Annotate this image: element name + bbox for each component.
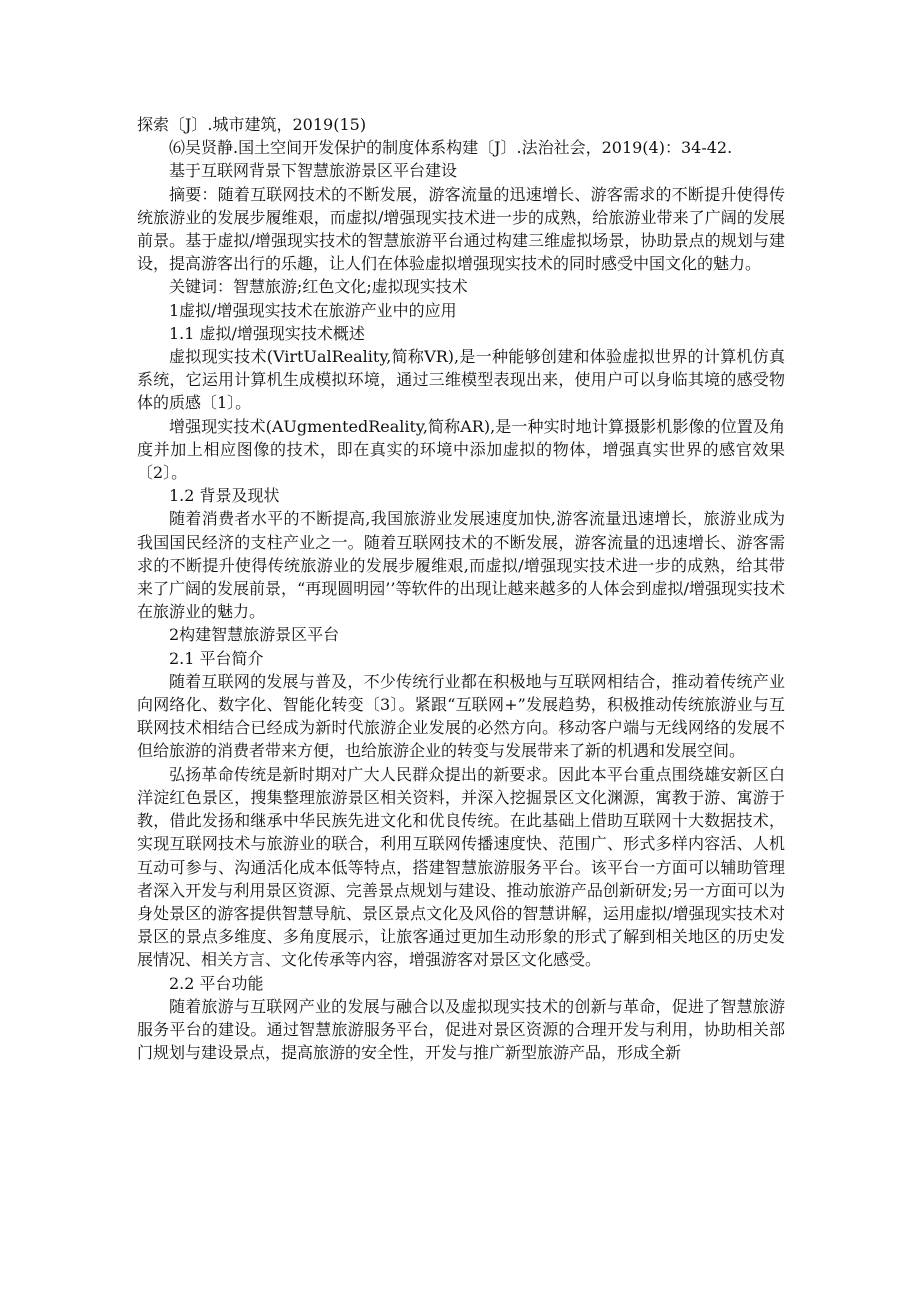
subsection-heading-1-2: 1.2 背景及现状	[169, 486, 280, 506]
subsection-heading-1-1: 1.1 虚拟/增强现实技术概述	[169, 323, 365, 343]
body-paragraph-platform-intro: 随着互联网的发展与普及，不少传统行业都在积极地与互联网相结合，推动着传统产业向网络化、数字化、智能化转变〔3〕。紧跟“互联网+”发展趋势，积极推动传统旅游业与互联网技术相结合已经成为新时代旅游企业发展的必然方向。移动客户端与无线网络的发展不但给旅游的消费者带来方便，也给旅游企业的转变与发展带来了新的机遇和发展空间。	[137, 671, 785, 761]
body-paragraph-vr: 虚拟现实技术(VirtUalReality,简称VR),是一种能够创建和体验虚拟世界的计算机仿真系统，它运用计算机生成模拟环境，通过三维模型表现出来，使用户可以身临其境的感受物体的质感〔1〕。	[137, 347, 785, 413]
keywords-line: 关键词：智慧旅游;红色文化;虚拟现实技术	[169, 277, 468, 297]
section-heading-1: 1虚拟/增强现实技术在旅游产业中的应用	[169, 300, 457, 320]
subsection-heading-2-2: 2.2 平台功能	[169, 973, 264, 993]
body-paragraph-red-culture: 弘扬革命传统是新时期对广大人民群众提出的新要求。因此本平台重点围绕雄安新区白洋淀红色景区，搜集整理旅游景区相关资料，并深入挖掘景区文化渊源，寓教于游、寓游于教，借此发扬和继承中华民族先进文化和优良传统。在此基础上借助互联网十大数据技术，实现互联网技术与旅游业的联合，利用互联网传播速度快、范围广、形式多样内容活、人机互动可参与、沟通活化成本低等特点，搭建智慧旅游服务平台。该平台一方面可以辅助管理者深入开发与利用景区资源、完善景点规划与建设、推动旅游产品创新研发;另一方面可以为身处景区的游客提供智慧导航、景区景点文化及风俗的智慧讲解，运用虚拟/增强现实技术对景区的景点多维度、多角度展示，让旅客通过更加生动形象的形式了解到相关地区的历史发展情况、相关方言、文化传承等内容，增强游客对景区文化感受。	[137, 764, 785, 970]
body-paragraph-ar: 增强现实技术(AUgmentedReality,简称AR),是一种实时地计算摄影机影像的位置及角度并加上相应图像的技术，即在真实的环境中添加虚拟的物体，增强真实世界的感官效果〔2〕。	[137, 416, 785, 483]
subsection-heading-2-1: 2.1 平台简介	[169, 648, 264, 668]
body-paragraph-platform-function: 随着旅游与互联网产业的发展与融合以及虚拟现实技术的创新与革命，促进了智慧旅游服务平台的建设。通过智慧旅游服务平台，促进对景区资源的合理开发与利用，协助相关部门规划与建设景点，提高旅游的安全性，开发与推广新型旅游产品，形成全新	[137, 996, 785, 1063]
reference-line-continued: 探索〔J〕.城市建筑，2019(15)	[137, 115, 367, 134]
document-page	[137, 113, 785, 1064]
reference-line: ⑹吴贤静.国土空间开发保护的制度体系构建〔J〕.法治社会，2019(4)：34-42.	[169, 138, 733, 158]
abstract-paragraph: 摘要：随着互联网技术的不断发展，游客流量的迅速增长、游客需求的不断提升使得传统旅游业的发展步履维艰，而虚拟/增强现实技术进一步的成熟，给旅游业带来了广阔的发展前景。基于虚拟/增强现实技术的智慧旅游平台通过构建三维虚拟场景，协助景点的规划与建设，提高游客出行的乐趣，让人们在体验虚拟增强现实技术的同时感受中国文化的魅力。	[137, 184, 785, 274]
body-paragraph-background: 随着消费者水平的不断提高,我国旅游业发展速度加快,游客流量迅速增长，旅游业成为我国国民经济的支柱产业之一。随着互联网技术的不断发展，游客流量的迅速增长、游客需求的不断提升使得传统旅游业的发展步履维艰,而虚拟/增强现实技术进一步的成熟，给其带来了广阔的发展前景，“再现圆明园’’等软件的出现让越来越多的人体会到虚拟/增强现实技术在旅游业的魅力。	[137, 509, 785, 622]
article-title: 基于互联网背景下智慧旅游景区平台建设	[169, 161, 458, 181]
section-heading-2: 2构建智慧旅游景区平台	[169, 625, 340, 645]
